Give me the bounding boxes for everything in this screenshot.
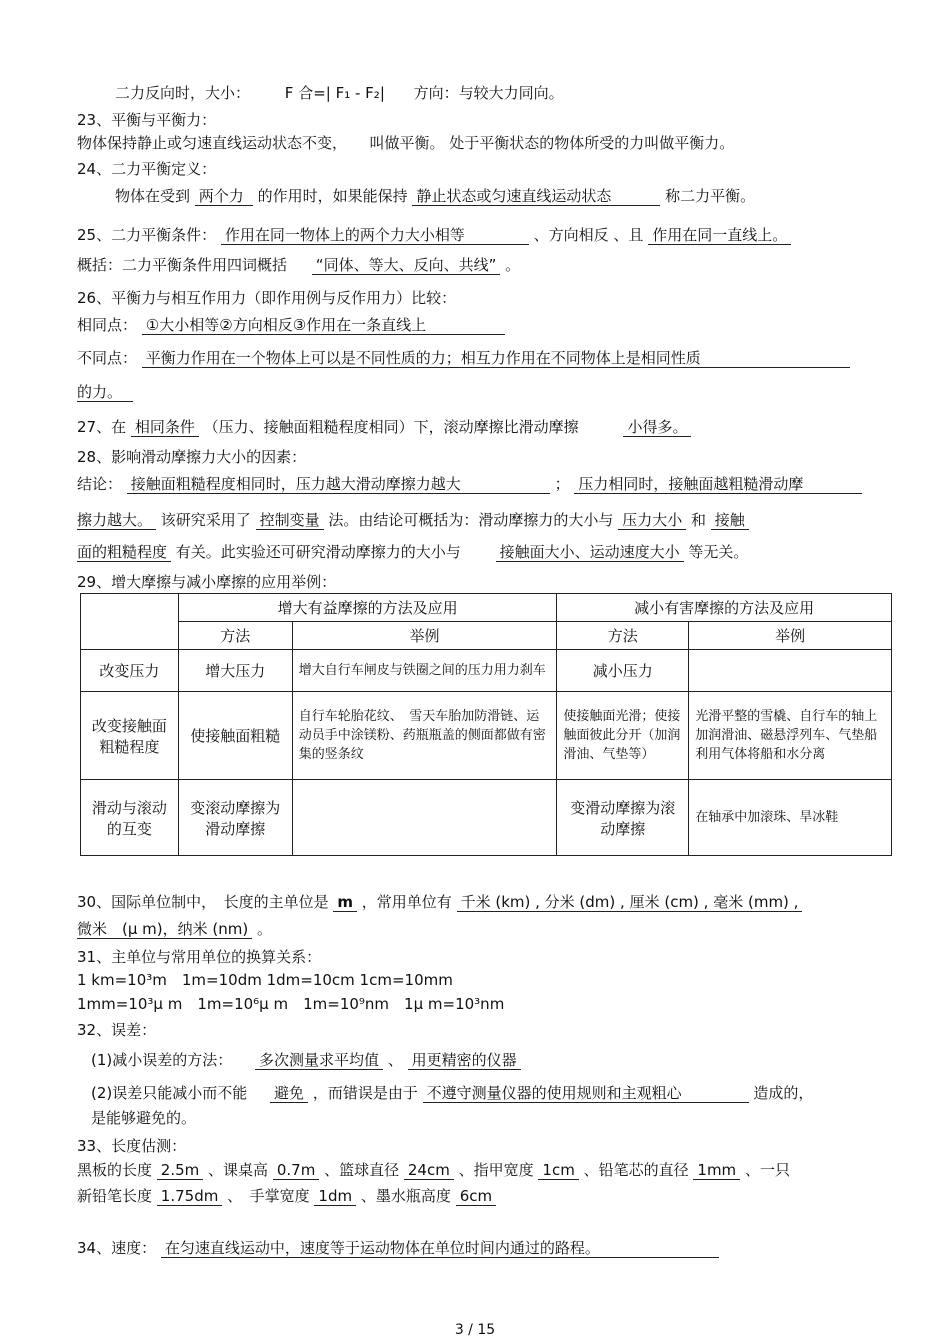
text: ，而错误是由于 — [312, 1084, 418, 1102]
blank-answer: 相同条件 — [131, 418, 199, 437]
cell: 增大压力 — [178, 650, 292, 692]
cell: 在轴承中加滚珠、旱冰鞋 — [689, 780, 892, 856]
text: 黑板的长度 — [77, 1161, 153, 1179]
text: 该研究采用了 — [160, 511, 251, 529]
item-24-body — [77, 186, 890, 206]
cell: 使接触面粗糙 — [178, 692, 292, 780]
item-28-extra — [77, 542, 890, 562]
text: 。 — [505, 256, 521, 274]
cell: 自行车轮胎花纹、 雪天车胎加防滑链、运动员手中涂镁粉、药瓶瓶盖的侧面都做有密集的竖条纹 — [292, 692, 557, 780]
blank-answer: 6cm — [456, 1187, 496, 1206]
blank-answer: 控制变量 — [256, 511, 324, 530]
blank-answer: 千米 (km) , 分米 (dm) , 厘米 (cm) , 毫米 (mm) , — [457, 893, 803, 912]
col-example: 举例 — [689, 622, 892, 650]
item-26-heading: 26、平衡力与相互作用力（即作用例与反作用力）比较： — [77, 289, 457, 307]
item-32-3 — [77, 1108, 890, 1128]
text: 法。由结论可概括为：滑动摩擦力的大小与 — [328, 511, 614, 529]
blank-answer: 压力相同时，接触面越粗糙滑动摩 — [574, 475, 862, 494]
text: 、课桌高 — [208, 1161, 269, 1179]
text: ，常用单位有 — [361, 893, 452, 911]
blank-answer: 微米 (μ m)，纳米 (nm) — [77, 920, 252, 939]
item-31-row2: 1mm=10³μ m 1m=10⁶μ m 1m=10⁹nm 1μ m=10³nm — [77, 995, 505, 1013]
header-increase: 增大有益摩擦的方法及应用 — [178, 594, 557, 622]
blank-answer: 1cm — [538, 1161, 578, 1180]
text: 等无关。 — [688, 543, 749, 561]
text: 30、国际单位制中， 长度的主单位是 — [77, 893, 329, 911]
item-28-conclusion — [77, 474, 890, 494]
blank-answer: 避免 — [270, 1084, 308, 1103]
blank-answer: 的力。 — [77, 383, 133, 402]
blank-answer: 1.75dm — [157, 1187, 223, 1206]
blank-answer: 擦力越大。 — [77, 511, 156, 530]
blank-answer: 作用在同一物体上的两个力大小相等 — [221, 226, 529, 245]
text: 的作用时，如果能保持 — [257, 187, 408, 205]
text: 物体在受到 — [115, 187, 191, 205]
item-33-heading: 33、长度估测： — [77, 1137, 187, 1155]
blank-answer: 2.5m — [157, 1161, 203, 1180]
cell: 光滑平整的雪橇、自行车的轴上加润滑油、磁悬浮列车、气垫船利用气体将船和水分离 — [689, 692, 892, 780]
blank-answer: 小得多。 — [623, 418, 691, 437]
blank-answer: 不遵守测量仪器的使用规则和主观粗心 — [423, 1084, 749, 1103]
friction-table — [80, 593, 892, 856]
item-33-row1 — [77, 1160, 890, 1180]
blank-answer: 接触 — [711, 511, 749, 530]
text: 是能够避免的。 — [91, 1109, 197, 1127]
text: 、一只 — [744, 1161, 790, 1179]
item-23-heading: 23、平衡与平衡力： — [77, 111, 217, 129]
blank-answer: ①大小相等②方向相反③作用在一条直线上 — [142, 316, 505, 335]
item-34 — [77, 1238, 890, 1258]
text: 造成的， — [753, 1084, 814, 1102]
blank-answer: 0.7m — [273, 1161, 319, 1180]
blank-answer: 用更精密的仪器 — [408, 1051, 521, 1070]
cell: 使接触面光滑；使接触面彼此分开（加润滑油、气垫等） — [557, 692, 689, 780]
table-row — [81, 650, 892, 692]
blank-answer: 平衡力作用在一个物体上可以是不同性质的力；相互力作用在不同物体上是相同性质 — [142, 349, 850, 368]
text: 。 — [257, 920, 273, 938]
text: 和 — [690, 511, 706, 529]
item-28-heading: 28、影响滑动摩擦力大小的因素： — [77, 448, 307, 466]
blank-answer: 24cm — [404, 1161, 454, 1180]
text: 不同点： — [77, 349, 138, 367]
text: 新铅笔长度 — [77, 1187, 153, 1205]
text: 、墨水瓶高度 — [360, 1187, 451, 1205]
resultant-force-line — [77, 83, 890, 103]
item-32-1 — [77, 1050, 890, 1070]
text: 27、在 — [77, 418, 127, 436]
text: 34、速度： — [77, 1239, 157, 1257]
text: (1)减小误差的方法： — [91, 1051, 233, 1069]
blank-answer: 1mm — [693, 1161, 740, 1180]
text: 25、二力平衡条件： — [77, 226, 217, 244]
cell — [292, 780, 557, 856]
text: 有关。此实验还可研究滑动摩擦力的大小与 — [175, 543, 461, 561]
item-26-diff-cont — [77, 382, 890, 402]
row-key: 滑动与滚动的互变 — [81, 780, 179, 856]
blank-answer: m — [333, 893, 357, 912]
item-31-heading: 31、主单位与常用单位的换算关系： — [77, 948, 322, 966]
row-key: 改变压力 — [81, 650, 179, 692]
blank-answer: 静止状态或匀速直线运动状态 — [412, 187, 660, 206]
blank-answer: 接触面粗糙程度相同时，压力越大滑动摩擦力越大 — [127, 475, 550, 494]
item-23-body: 物体保持静止或匀速直线运动状态不变， 叫做平衡。 处于平衡状态的物体所受的力叫做平衡力。 — [77, 134, 735, 152]
blank-answer: 多次测量求平均值 — [255, 1051, 383, 1070]
blank-answer: 压力大小 — [618, 511, 686, 530]
text: 、 手掌宽度 — [227, 1187, 310, 1205]
item-26-same — [77, 315, 890, 335]
page-number: 3 / 15 — [454, 1322, 496, 1338]
item-28-method — [77, 510, 890, 530]
item-30 — [77, 892, 890, 912]
header-decrease: 减小有害摩擦的方法及应用 — [557, 594, 892, 622]
item-33-row2 — [77, 1186, 890, 1206]
cell: 减小压力 — [557, 650, 689, 692]
blank-answer: 面的粗糙程度 — [77, 543, 171, 562]
item-25-conditions — [77, 225, 890, 245]
blank-answer: 两个力 — [195, 187, 253, 206]
text: (2)误差只能减小而不能 — [91, 1084, 248, 1102]
item-27 — [77, 417, 890, 437]
blank-answer: 1dm — [314, 1187, 356, 1206]
item-24-heading: 24、二力平衡定义： — [77, 160, 217, 178]
item-32-2 — [77, 1083, 890, 1103]
text: 相同点： — [77, 316, 138, 334]
blank-answer: 作用在同一直线上。 — [648, 226, 791, 245]
col-example: 举例 — [292, 622, 557, 650]
blank-answer: 在匀速直线运动中，速度等于运动物体在单位时间内通过的路程。 — [161, 1239, 719, 1258]
cell: 变滚动摩擦为滑动摩擦 — [178, 780, 292, 856]
text: 、方向相反 、且 — [533, 226, 644, 244]
item-31-row1: 1 km=10³m 1m=10dm 1dm=10cm 1cm=10mm — [77, 971, 453, 989]
table-row — [81, 692, 892, 780]
text: 、篮球直径 — [324, 1161, 400, 1179]
item-25-summary — [77, 255, 890, 275]
item-30-cont — [77, 919, 890, 939]
formula: F 合=| F₁ - F₂| — [284, 84, 385, 102]
table-row — [81, 780, 892, 856]
text: 、 — [387, 1051, 403, 1069]
text: 称二力平衡。 — [665, 187, 756, 205]
blank-answer: “同体、等大、反向、共线” — [312, 256, 501, 275]
blank-answer: 接触面大小、运动速度大小 — [496, 543, 684, 562]
text: 二力反向时，大小： — [115, 84, 251, 102]
text: （压力、接触面粗糙程度相同）下，滚动摩擦比滑动摩擦 — [203, 418, 579, 436]
col-method: 方法 — [557, 622, 689, 650]
row-key: 改变接触面粗糙程度 — [81, 692, 179, 780]
cell: 变滑动摩擦为滚动摩擦 — [557, 780, 689, 856]
text: ； — [554, 475, 570, 493]
item-26-diff — [77, 348, 890, 368]
text: 结论： — [77, 475, 123, 493]
cell: 增大自行车闸皮与铁圈之间的压力用力刹车 — [292, 650, 557, 692]
table-corner — [81, 594, 179, 650]
text: 方向：与较大力同向。 — [413, 84, 564, 102]
col-method: 方法 — [178, 622, 292, 650]
text: 、铅笔芯的直径 — [583, 1161, 689, 1179]
cell — [689, 650, 892, 692]
text: 概括：二力平衡条件用四词概括 — [77, 256, 288, 274]
item-32-heading: 32、误差： — [77, 1021, 157, 1039]
text: 、指甲宽度 — [458, 1161, 534, 1179]
item-29-heading: 29、增大摩擦与减小摩擦的应用举例： — [77, 573, 337, 591]
